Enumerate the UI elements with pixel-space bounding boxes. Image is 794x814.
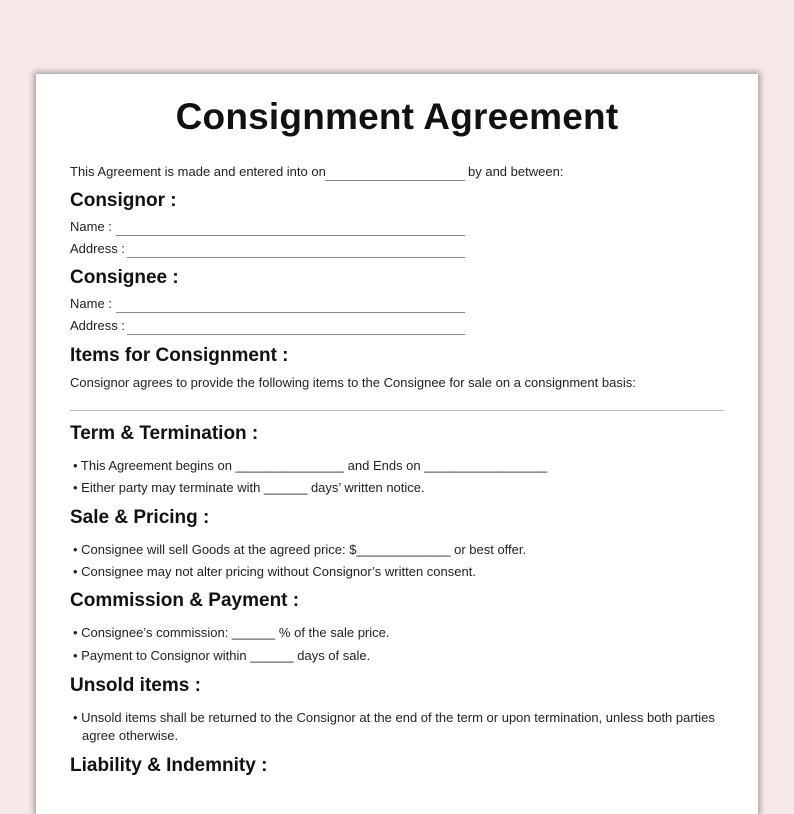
- consignor-heading: Consignor :: [70, 190, 177, 211]
- term-bullet-2: • Either party may terminate with ______ days’ written notice.: [73, 480, 425, 495]
- consignor-name-field[interactable]: [116, 235, 465, 236]
- items-text: Consignor agrees to provide the following items to the Consignee for sale on a consignment basis:: [70, 375, 636, 390]
- consignee-address-label: Address :: [70, 318, 125, 333]
- unsold-heading: Unsold items :: [70, 675, 201, 696]
- items-heading: Items for Consignment :: [70, 345, 289, 366]
- consignee-heading: Consignee :: [70, 267, 179, 288]
- liability-heading: Liability & Indemnity :: [70, 755, 268, 776]
- document-title: Consignment Agreement: [175, 96, 619, 137]
- consignor-address-label: Address :: [70, 241, 125, 256]
- items-field-line[interactable]: [70, 410, 724, 411]
- document-page: [36, 74, 758, 814]
- consignee-address-field[interactable]: [127, 334, 465, 335]
- unsold-line-1: • Unsold items shall be returned to the Consignor at the end of the term or upon termination, unless both parties: [73, 710, 715, 725]
- sale-bullet-2: • Consignee may not alter pricing without Consignor’s written consent.: [73, 564, 476, 579]
- consignee-name-field[interactable]: [116, 312, 465, 313]
- term-bullet-1: • This Agreement begins on _______________ and Ends on _________________: [73, 458, 548, 473]
- consignor-address-field[interactable]: [127, 257, 465, 258]
- unsold-line-2: agree otherwise.: [82, 728, 179, 743]
- sale-heading: Sale & Pricing :: [70, 507, 210, 528]
- intro-text-after: by and between:: [468, 164, 564, 179]
- consignor-name-label: Name :: [70, 219, 112, 234]
- date-field-line[interactable]: [325, 180, 465, 181]
- consignee-name-label: Name :: [70, 296, 112, 311]
- commission-bullet-2: • Payment to Consignor within ______ days of sale.: [73, 648, 371, 663]
- commission-heading: Commission & Payment :: [70, 590, 300, 611]
- sale-bullet-1: • Consignee will sell Goods at the agreed price: $_____________ or best offer.: [73, 542, 527, 557]
- commission-bullet-1: • Consignee’s commission: ______ % of the sale price.: [73, 625, 390, 640]
- term-heading: Term & Termination :: [70, 423, 259, 444]
- intro-text-before: This Agreement is made and entered into on: [70, 164, 326, 179]
